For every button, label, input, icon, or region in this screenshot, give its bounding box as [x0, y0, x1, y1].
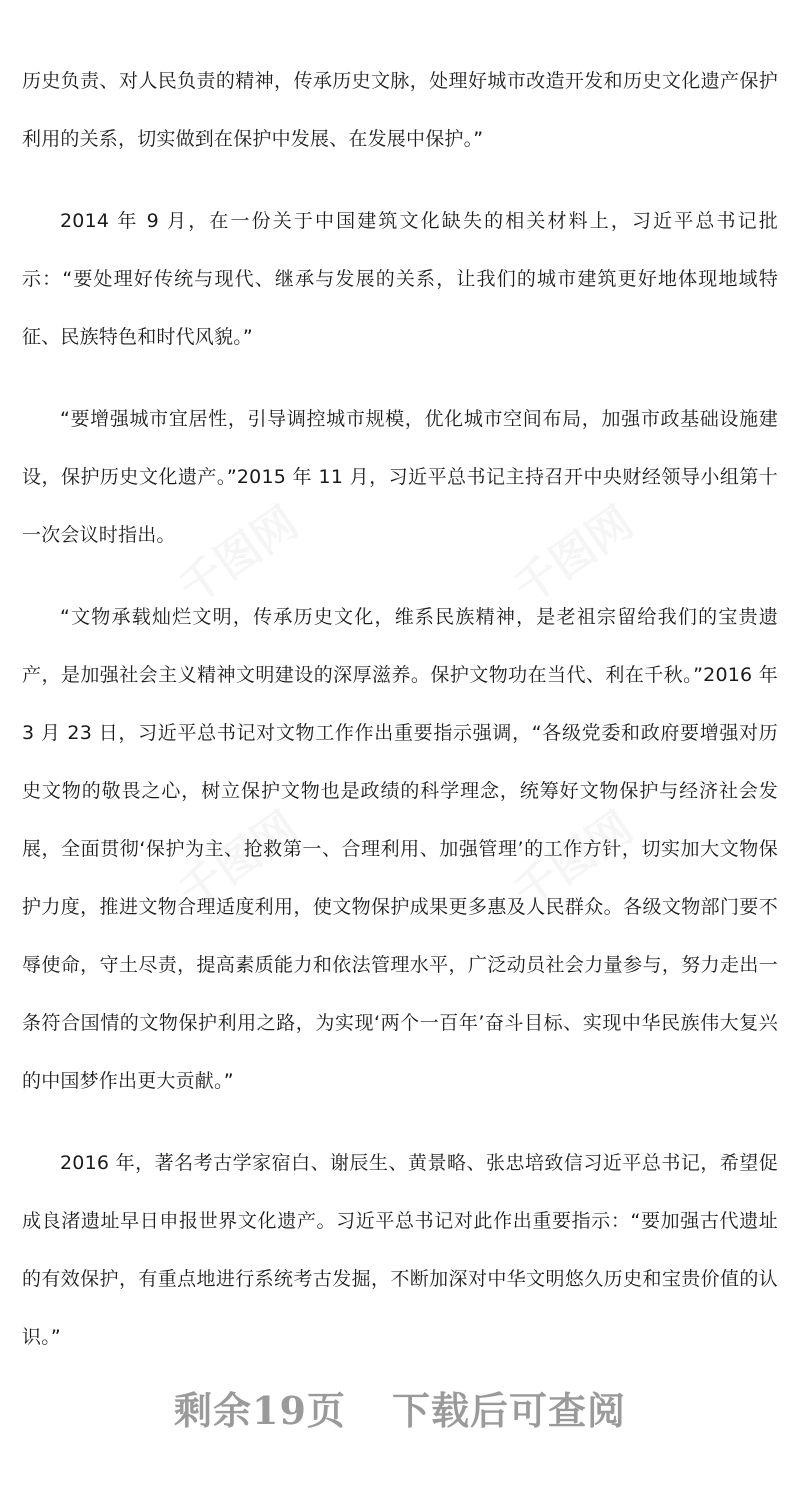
watermark: 千图网	[169, 496, 308, 615]
remaining-pages-label: 剩余19页	[174, 1388, 346, 1433]
watermark: 千图网	[504, 801, 643, 920]
paragraph-4: “文物承载灿烂文明，传承历史文化，维系民族精神，是老祖宗留给我们的宝贵遗产，是加强社会主义精神文明建设的深厚滋养。保护文物功在当代、利在千秋。”2016 年 3 月 23 日，习近平总书记对文物工作作出重要指示强调，“各级党委和政府要增强对历史文物的敬畏之心，树立保护文物也是政绩的科学理念，统筹好文物保护与经济社会发展，全面贯彻‘保护为主、抢救第一、合理利用、加强管理’的工作方针，切实加大文物保护力度，推进文物合理适度利用，使文物保护成果更多惠及人民群众。各级文物部门要不辱使命，守土尽责，提高素质能力和依法管理水平，广泛动员社会力量参与，努力走出一条符合国情的文物保护利用之路，为实现‘两个一百年’奋斗目标、实现中华民族伟大复兴的中国梦作出更大贡献。”	[22, 606, 778, 1092]
download-hint-label: 下载后可查阅	[391, 1388, 626, 1433]
paragraph-5: 2016 年，著名考古学家宿白、谢辰生、黄景略、张忠培致信习近平总书记，希望促成良渚遗址早日申报世界文化遗产。习近平总书记对此作出重要指示：“要加强古代遗址的有效保护，有重点地进行系统考古发掘，不断加深对中华文明悠久历史和宝贵价值的认识。”	[22, 1152, 778, 1348]
document-body	[22, 52, 778, 1366]
watermark: 千图网	[504, 496, 643, 615]
paragraph-2: 2014 年 9 月，在一份关于中国建筑文化缺失的相关材料上，习近平总书记批示：“要处理好传统与现代、继承与发展的关系，让我们的城市建筑更好地体现地域特征、民族特色和时代风貌。”	[22, 210, 778, 348]
paragraph-1: 历史负责、对人民负责的精神，传承历史文脉，处理好城市改造开发和历史文化遗产保护利用的关系，切实做到在保护中发展、在发展中保护。”	[22, 70, 778, 150]
paragraph-3: “要增强城市宜居性，引导调控城市规模，优化城市空间布局，加强市政基础设施建设，保护历史文化遗产。”2015 年 11 月，习近平总书记主持召开中央财经领导小组第十一次会议时指出。	[22, 408, 778, 546]
watermark: 千图网	[169, 801, 308, 920]
download-prompt-banner[interactable]	[0, 1380, 800, 1435]
